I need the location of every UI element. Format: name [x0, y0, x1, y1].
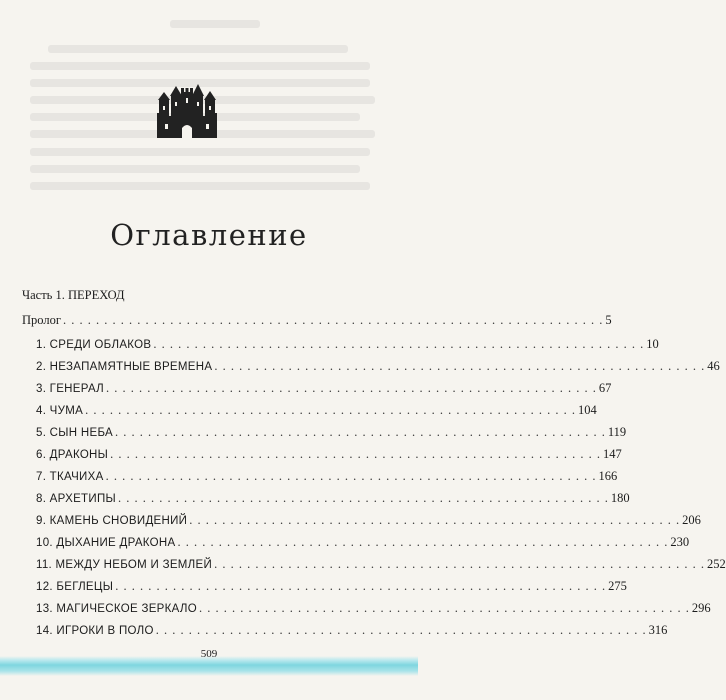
dot-leader: . . . . . . . . . . . . . . . . . . . . . . . . . . . . . . . . . . . . . . . . . . . . . . . . . . . . . . . . . . . . [177, 535, 669, 549]
toc-entry-page: 104 [577, 403, 597, 417]
page-title: Оглавление [110, 218, 308, 252]
dot-leader: . . . . . . . . . . . . . . . . . . . . . . . . . . . . . . . . . . . . . . . . . . . . . . . . . . . . . . . . . . . . [153, 337, 645, 351]
toc-entry-page: 180 [610, 491, 630, 505]
dot-leader: . . . . . . . . . . . . . . . . . . . . . . . . . . . . . . . . . . . . . . . . . . . . . . . . . . . . . . . . . . . . [214, 557, 705, 571]
toc-entry-page: 252 [706, 557, 726, 571]
dot-leader: . . . . . . . . . . . . . . . . . . . . . . . . . . . . . . . . . . . . . . . . . . . . . . . . . . . . . . . . . . . . [110, 447, 602, 461]
toc-entry-chapter[interactable] [36, 622, 668, 638]
toc-entry-chapter[interactable] [36, 468, 618, 484]
toc-entry-chapter[interactable] [36, 380, 612, 396]
toc-entry-page: 10 [646, 337, 659, 351]
toc-entry-page: 5 [605, 313, 612, 327]
dot-leader: . . . . . . . . . . . . . . . . . . . . . . . . . . . . . . . . . . . . . . . . . . . . . . . . . . . . . . . . . . . . [105, 469, 597, 483]
toc-entry-label: Пролог [22, 313, 61, 327]
toc-entry-label: 9. КАМЕНЬ СНОВИДЕНИЙ [36, 515, 188, 527]
dot-leader: . . . . . . . . . . . . . . . . . . . . . . . . . . . . . . . . . . . . . . . . . . . . . . . . . . . . . . . . . . . . [118, 491, 609, 505]
dot-leader: . . . . . . . . . . . . . . . . . . . . . . . . . . . . . . . . . . . . . . . . . . . . . . . . . . . . . . . . . . . . [155, 623, 647, 637]
toc-entry-page: 230 [670, 535, 690, 549]
toc-entry-page: 275 [608, 579, 627, 593]
page-number: 509 [200, 648, 218, 660]
toc-entry-label: 3. ГЕНЕРАЛ [36, 383, 105, 395]
toc-entry-chapter[interactable] [36, 556, 726, 572]
toc-entry-page: 206 [682, 513, 701, 527]
toc-entry-label: 2. НЕЗАПАМЯТНЫЕ ВРЕМЕНА [36, 361, 213, 373]
dot-leader: . . . . . . . . . . . . . . . . . . . . . . . . . . . . . . . . . . . . . . . . . . . . . . . . . . . . . . . . . . . . . . . . . . [62, 313, 604, 327]
dot-leader: . . . . . . . . . . . . . . . . . . . . . . . . . . . . . . . . . . . . . . . . . . . . . . . . . . . . . . . . . . . . [198, 601, 690, 615]
toc-entry-prologue[interactable] [22, 312, 612, 328]
toc-entry-label: 4. ЧУМА [36, 405, 84, 417]
toc-entry-page: 119 [607, 425, 627, 439]
toc-entry-chapter[interactable] [36, 336, 659, 352]
toc-entry-label: 14. ИГРОКИ В ПОЛО [36, 625, 154, 637]
toc-entry-page: 67 [598, 381, 612, 395]
toc-entry-chapter[interactable] [36, 424, 627, 440]
toc-entry-page: 296 [691, 601, 711, 615]
toc-entry-page: 46 [707, 359, 720, 373]
toc-entry-label: 6. ДРАКОНЫ [36, 449, 109, 461]
toc-entry-chapter[interactable] [36, 358, 720, 374]
toc-entry-label: 5. СЫН НЕБА [36, 427, 114, 439]
dot-leader: . . . . . . . . . . . . . . . . . . . . . . . . . . . . . . . . . . . . . . . . . . . . . . . . . . . . . . . . . . . . [85, 403, 576, 417]
toc-entry-page: 316 [648, 623, 668, 637]
dot-leader: . . . . . . . . . . . . . . . . . . . . . . . . . . . . . . . . . . . . . . . . . . . . . . . . . . . . . . . . . . . . [106, 381, 597, 395]
toc-entry-label: 8. АРХЕТИПЫ [36, 493, 116, 505]
toc-entry-label: 11. МЕЖДУ НЕБОМ И ЗЕМЛЕЙ [36, 559, 213, 571]
toc-entry-label: 10. ДЫХАНИЕ ДРАКОНА [36, 537, 176, 549]
toc-entry-label: 13. МАГИЧЕСКОЕ ЗЕРКАЛО [36, 603, 197, 615]
dot-leader: . . . . . . . . . . . . . . . . . . . . . . . . . . . . . . . . . . . . . . . . . . . . . . . . . . . . . . . . . . . . [115, 425, 606, 439]
toc-entry-page: 166 [598, 469, 618, 483]
castle-icon [155, 82, 219, 138]
toc-entry-chapter[interactable] [36, 402, 597, 418]
toc-entry-chapter[interactable] [36, 534, 690, 550]
part-heading: Часть 1. ПЕРЕХОД [22, 288, 125, 302]
dot-leader: . . . . . . . . . . . . . . . . . . . . . . . . . . . . . . . . . . . . . . . . . . . . . . . . . . . . . . . . . . . . [115, 579, 607, 593]
toc-entry-chapter[interactable] [36, 446, 622, 462]
toc-entry-chapter[interactable] [36, 512, 701, 528]
toc-entry-label: 12. БЕГЛЕЦЫ [36, 581, 114, 593]
toc-entry-chapter[interactable] [36, 578, 627, 594]
toc-entry-chapter[interactable] [36, 490, 630, 506]
toc-entry-label: 1. СРЕДИ ОБЛАКОВ [36, 339, 152, 351]
dot-leader: . . . . . . . . . . . . . . . . . . . . . . . . . . . . . . . . . . . . . . . . . . . . . . . . . . . . . . . . . . . . [214, 359, 706, 373]
dot-leader: . . . . . . . . . . . . . . . . . . . . . . . . . . . . . . . . . . . . . . . . . . . . . . . . . . . . . . . . . . . . [189, 513, 681, 527]
toc-entry-chapter[interactable] [36, 600, 711, 616]
toc-entry-label: 7. ТКАЧИХА [36, 471, 104, 483]
toc-entry-page: 147 [603, 447, 622, 461]
